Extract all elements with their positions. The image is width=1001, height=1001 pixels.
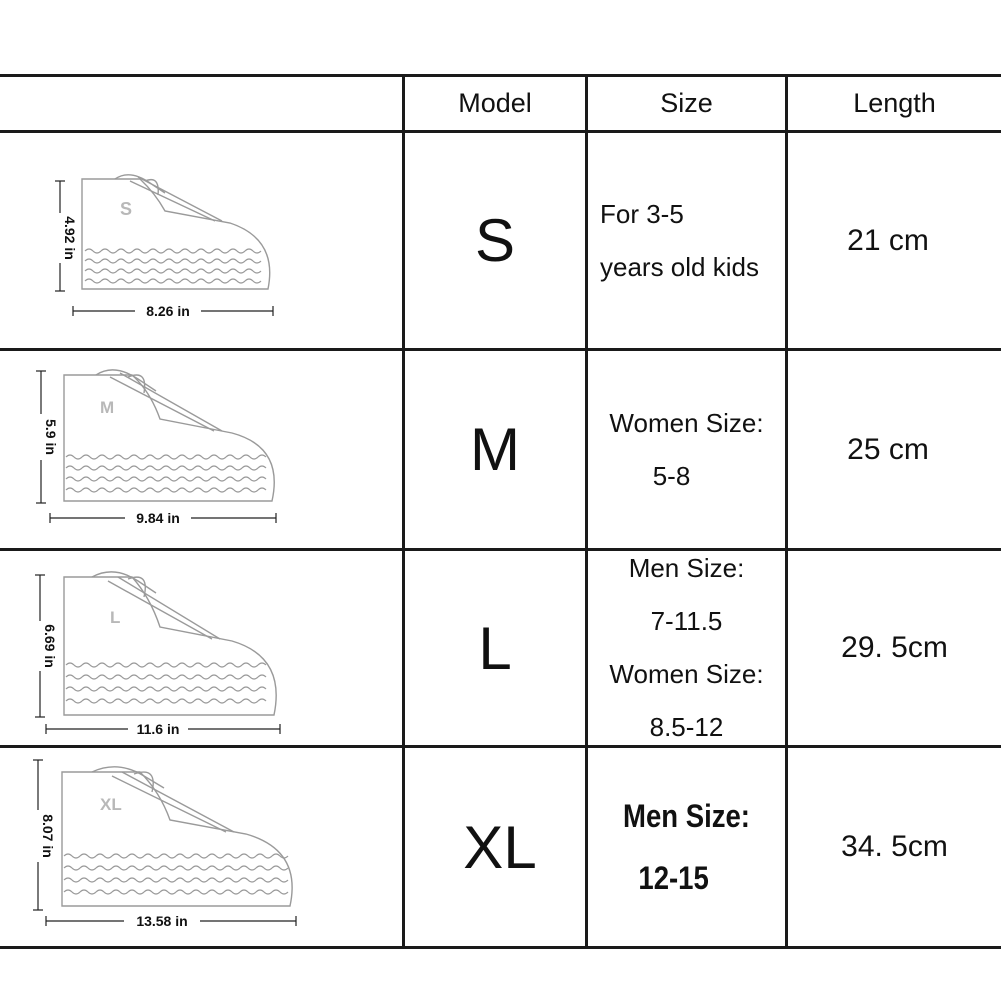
- width-dimension: 9.84 in: [136, 510, 180, 526]
- model-cell: S: [474, 207, 516, 274]
- shoe-outline: [64, 375, 274, 501]
- height-dimension: 5.9 in: [43, 419, 59, 455]
- sole-tread: [64, 854, 288, 894]
- height-dimension: 6.69 in: [42, 624, 58, 668]
- shoe-laces: [92, 572, 220, 639]
- size-line: 8.5-12: [649, 712, 724, 742]
- model-cell: M: [470, 416, 520, 483]
- width-dimension: 8.26 in: [146, 303, 190, 319]
- length-cell: 21 cm: [847, 223, 929, 257]
- size-cell: [588, 551, 785, 745]
- shoe-size-letter: XL: [100, 795, 122, 814]
- header-image: [0, 77, 402, 130]
- height-dimension: 4.92 in: [62, 216, 78, 260]
- size-line: 7-11.5: [650, 606, 723, 636]
- width-dimension: 13.58 in: [136, 913, 188, 929]
- shoe-outline: [62, 772, 292, 906]
- shoe-size-letter: L: [110, 608, 121, 627]
- size-line: 12-15: [638, 860, 709, 896]
- sole-tread: [85, 249, 261, 283]
- table-bottom-border: [0, 946, 1001, 949]
- size-line: Men Size:: [623, 798, 750, 834]
- sole-tread: [66, 455, 266, 492]
- size-cell: [602, 748, 771, 946]
- size-line: 5-8: [652, 460, 691, 491]
- size-line: Women Size:: [609, 407, 764, 438]
- sole-tread: [66, 663, 266, 703]
- width-dimension: 11.6 in: [136, 721, 180, 737]
- header-model: Model: [458, 88, 532, 118]
- shoe-size-letter: M: [100, 398, 115, 417]
- size-line: Men Size:: [628, 553, 745, 583]
- shoe-laces: [96, 370, 222, 431]
- shoe-size-letter: S: [120, 199, 133, 219]
- length-cell: 25 cm: [847, 432, 929, 466]
- shoe-outline: [64, 577, 276, 715]
- model-cell: L: [478, 614, 512, 682]
- size-line: years old kids: [600, 251, 759, 282]
- size-cell: [588, 351, 785, 548]
- header-size: Size: [660, 88, 713, 118]
- header-length: Length: [853, 88, 936, 118]
- size-cell: [588, 133, 785, 348]
- model-cell: XL: [463, 813, 537, 881]
- shoe-diagram: [0, 748, 400, 946]
- shoe-diagram: [0, 133, 400, 348]
- shoe-diagram: [0, 551, 400, 745]
- length-cell: 29. 5cm: [841, 631, 948, 664]
- size-line: For 3-5: [600, 198, 684, 229]
- length-cell: 34. 5cm: [841, 830, 948, 863]
- shoe-diagram: [0, 351, 400, 548]
- size-line: Women Size:: [609, 659, 764, 689]
- height-dimension: 8.07 in: [40, 814, 56, 858]
